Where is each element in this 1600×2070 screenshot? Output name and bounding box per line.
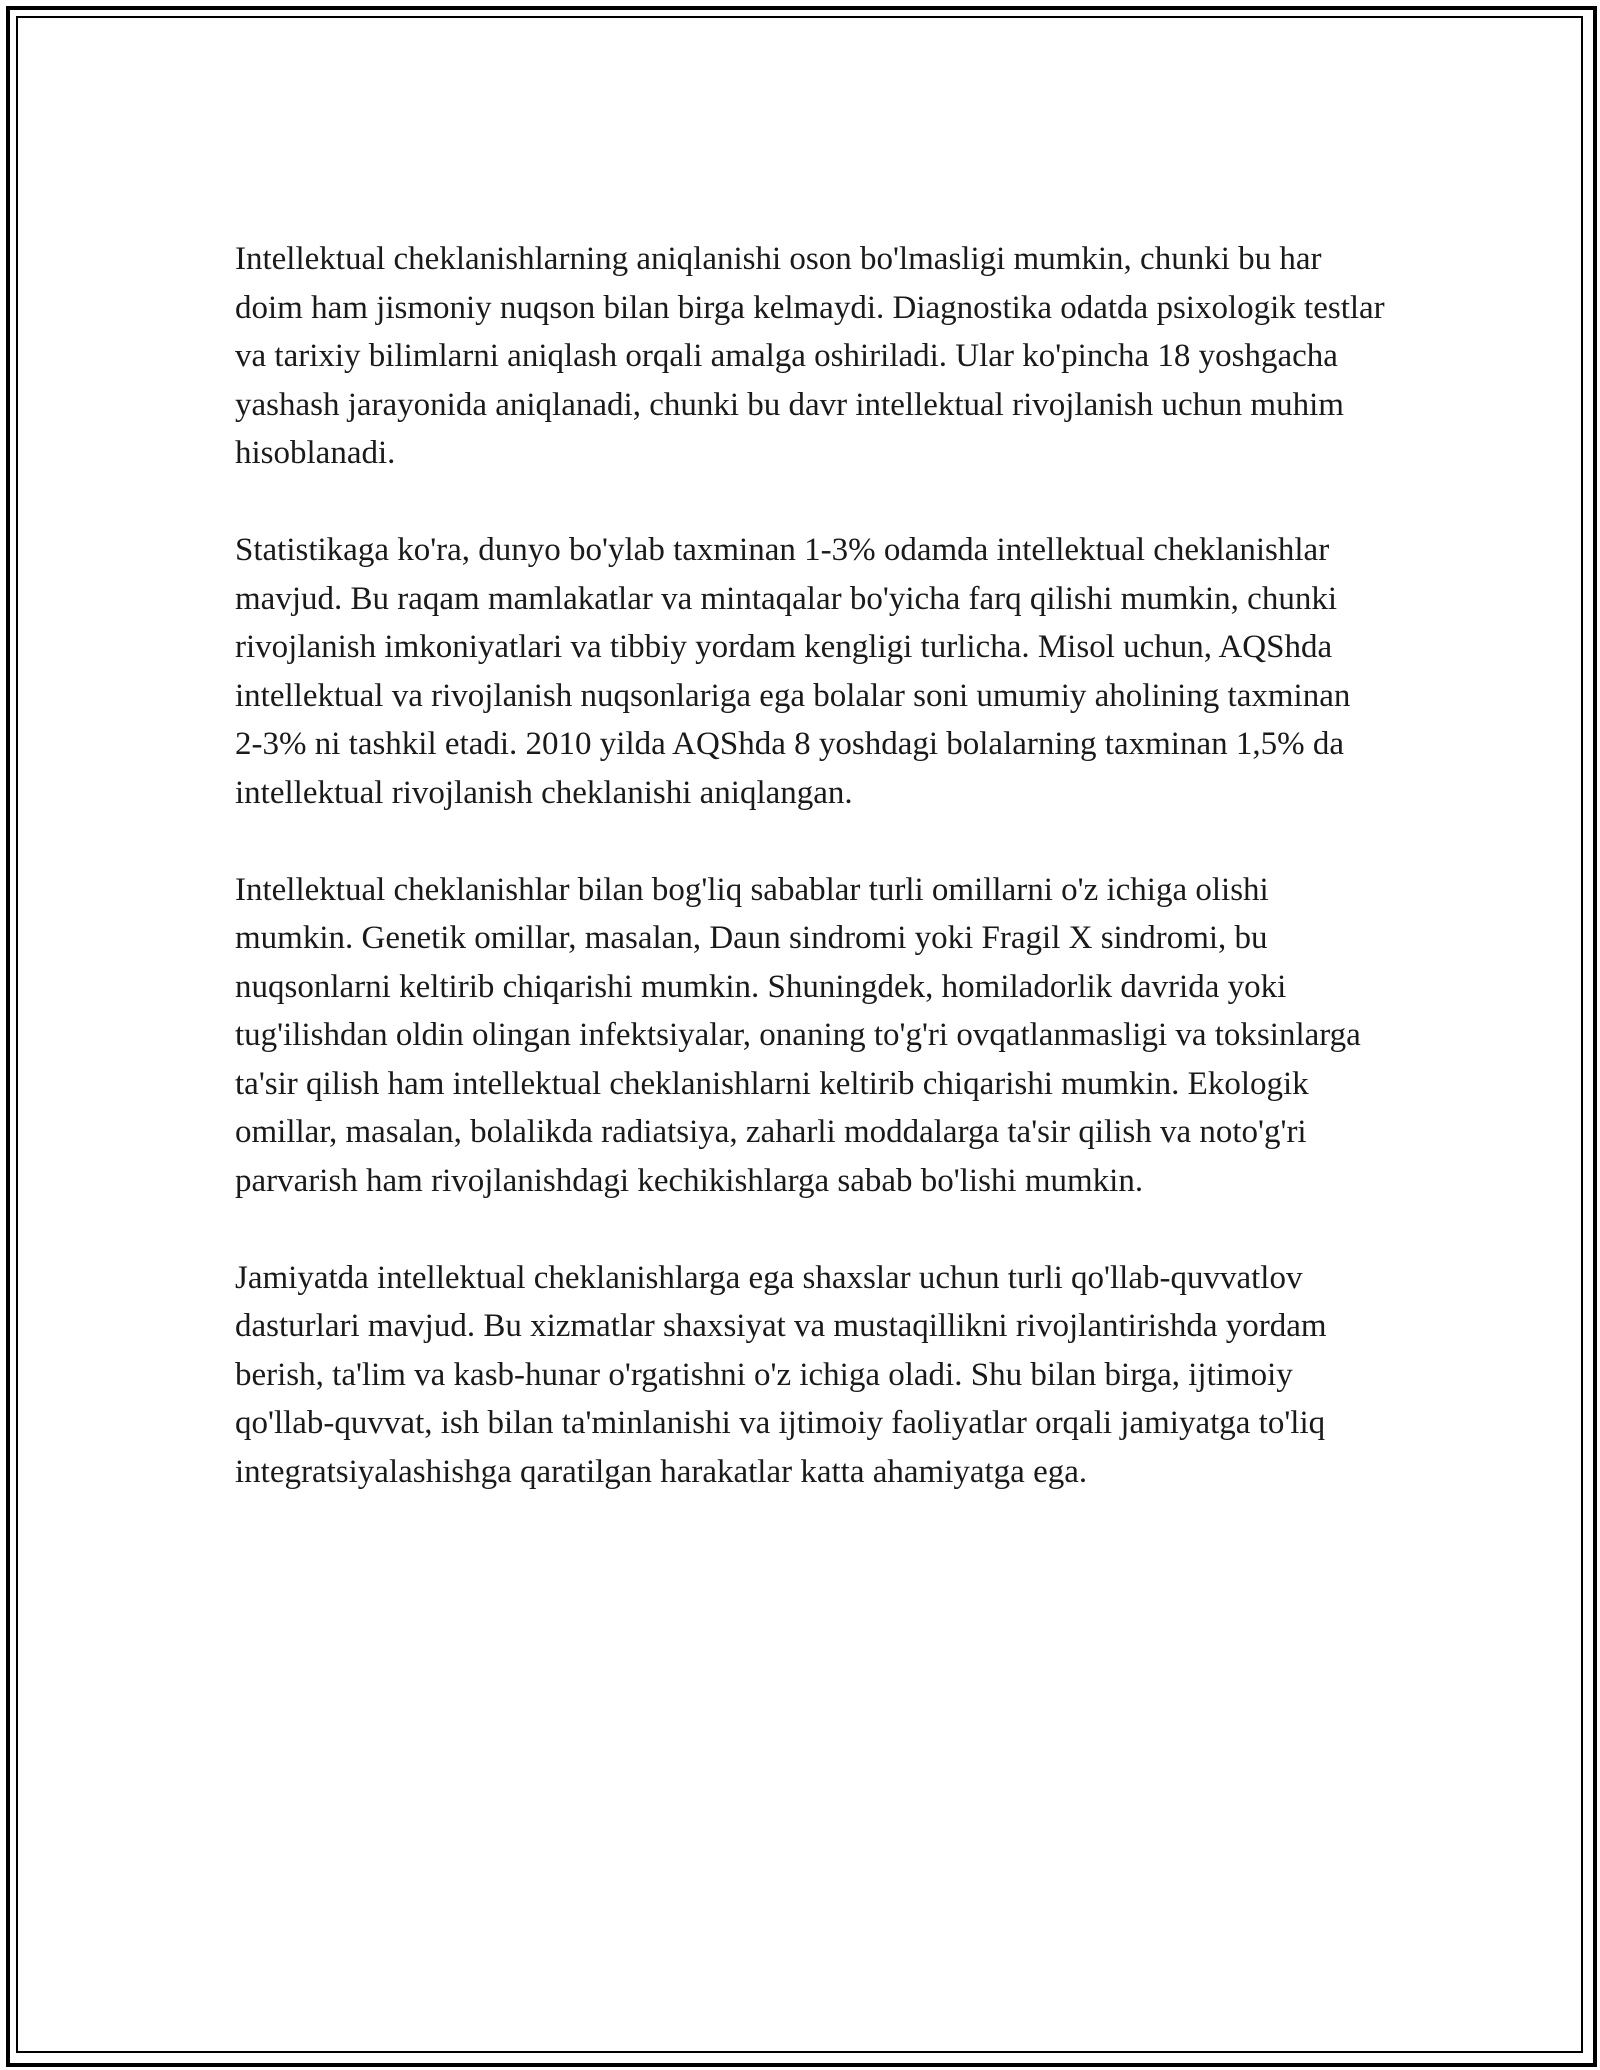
- paragraph-diagnosis: Intellektual cheklanishlarning aniqlanishi oson bo'lmasligi mumkin, chunki bu har doim ham jismoniy nuqson bilan birga kelmaydi. Diagnostika odatda psixologik testlar va tarixiy bilimlarni aniqlash orqali amalga oshiriladi. Ular ko'pincha 18 yoshgacha yashash jarayonida aniqlanadi, chunki bu davr intellektual rivojlanish uchun muhim hisoblanadi.: [235, 241, 1385, 471]
- paragraph-statistics: Statistikaga ko'ra, dunyo bo'ylab taxminan 1-3% odamda intellektual cheklanishlar mavjud. Bu raqam mamlakatlar va mintaqalar bo'yicha farq qilishi mumkin, chunki rivojlanish imkoniyatlari va tibbiy yordam kengligi turlicha. Misol uchun, AQShda intellektual va rivojlanish nuqsonlariga ega bolalar soni umumiy aholining taxminan 2-3% ni tashkil etadi. 2010 yilda AQShda 8 yoshdagi bolalarning taxminan 1,5% da intellektual rivojlanish cheklanishi aniqlangan.: [235, 532, 1351, 811]
- document-body: [235, 235, 1385, 1545]
- paragraph-support-programs: Jamiyatda intellektual cheklanishlarga ega shaxslar uchun turli qo'llab-quvvatlov dasturlari mavjud. Bu xizmatlar shaxsiyat va mustaqillikni rivojlantirishda yordam berish, ta'lim va kasb-hunar o'rgatishni o'z ichiga oladi. Shu bilan birga, ijtimoiy qo'llab-quvvat, ish bilan ta'minlanishi va ijtimoiy faoliyatlar orqali jamiyatga to'liq integratsiyalashishga qaratilgan harakatlar katta ahamiyatga ega.: [235, 1259, 1327, 1490]
- paragraph-causes: Intellektual cheklanishlar bilan bog'liq sabablar turli omillarni o'z ichiga olishi mumkin. Genetik omillar, masalan, Daun sindromi yoki Fragil X sindromi, bu nuqsonlarni keltirib chiqarishi mumkin. Shuningdek, homiladorlik davrida yoki tug'ilishdan oldin olingan infektsiyalar, onaning to'g'ri ovqatlanmasligi va toksinlarga ta'sir qilish ham intellektual cheklanishlarni keltirib chiqarishi mumkin. Ekologik omillar, masalan, bolalikda radiatsiya, zaharli moddalarga ta'sir qilish va noto'g'ri parvarish ham rivojlanishdagi kechikishlarga sabab bo'lishi mumkin.: [235, 871, 1361, 1199]
